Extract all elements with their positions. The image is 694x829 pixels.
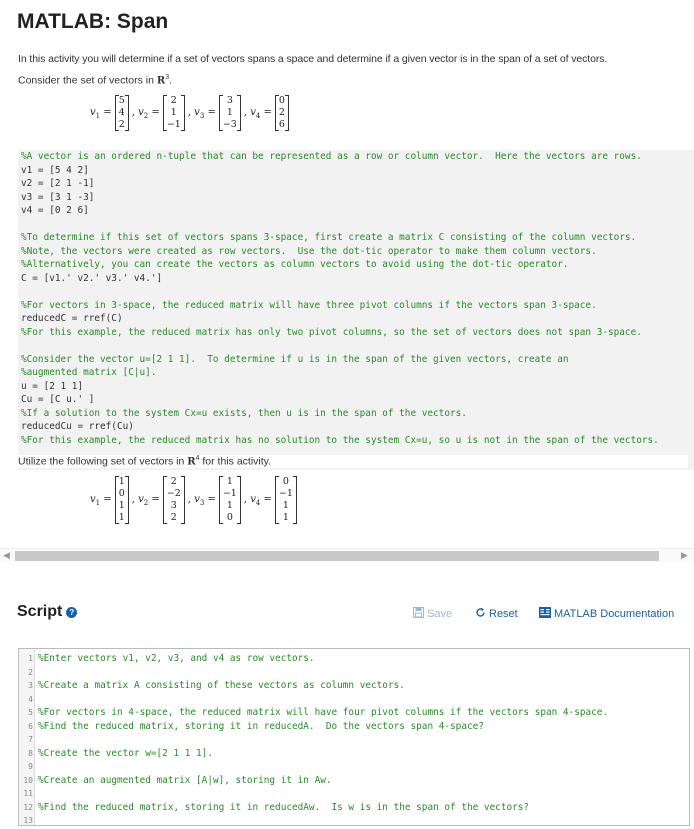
code-line: reducedCu = rref(Cu) (21, 421, 134, 432)
line-number: 12 (23, 802, 33, 812)
vector-entry: 1 (226, 107, 233, 118)
line-number: 3 (28, 681, 33, 690)
code-line: %If a solution to the system Cx=u exists, then u is in the span of the vectors. (21, 407, 467, 419)
vector-entry: 1 (226, 476, 233, 487)
equals-sign: = (260, 106, 272, 118)
vector-name: , v (243, 493, 256, 505)
save-button[interactable] (413, 607, 452, 621)
equals-sign: = (260, 493, 272, 505)
editor-line-text: %Create the vector w=[2 1 1 1]. (38, 747, 213, 759)
vector-name: , v (187, 106, 200, 118)
save-label: Save (427, 608, 453, 620)
column-vector (115, 95, 129, 131)
vector-entry: 1 (118, 512, 125, 523)
code-line: v2 = [2 1 -1] (21, 178, 95, 189)
vector-name: v (90, 106, 96, 118)
vector-entry: 2 (170, 476, 177, 487)
save-icon (413, 607, 424, 621)
consider-text (18, 74, 172, 87)
script-title: Script (17, 603, 63, 620)
vector-label (188, 494, 216, 507)
page-title: MATLAB: Span (17, 10, 169, 33)
editor-line-text: %Find the reduced matrix, storing it in reducedAw. Is w is in the span of the vectors? (38, 801, 530, 813)
reset-icon (475, 607, 486, 621)
editor-line-text: %For vectors in 4-space, the reduced matrix will have four pivot columns if the vectors span 4-space. (38, 707, 609, 718)
equals-sign: = (204, 493, 216, 505)
column-vector (219, 476, 241, 524)
matlab-documentation-link[interactable] (539, 607, 674, 621)
column-vector (163, 476, 185, 524)
equals-sign: = (204, 106, 216, 118)
vector-entry: 5 (118, 95, 125, 106)
scrollbar-thumb[interactable] (15, 551, 659, 561)
vector-entry: 2 (170, 95, 177, 106)
vector-label (188, 107, 216, 120)
horizontal-scrollbar[interactable] (0, 548, 694, 562)
vector-label (132, 494, 160, 507)
code-line: C = [v1.' v2.' v3.' v4.'] (21, 272, 163, 284)
line-number: 1 (28, 654, 33, 663)
editor-line-text: %Create an augmented matrix [A|w], storing it in Aw. (38, 774, 332, 786)
utilize-space: R (187, 456, 196, 468)
reset-button[interactable] (475, 607, 518, 621)
example-code (18, 150, 694, 447)
vector-subscript: 2 (143, 498, 149, 507)
vector-entry: 3 (170, 500, 177, 511)
vector-name: , v (243, 106, 256, 118)
documentation-icon (539, 607, 551, 621)
code-line: %For this example, the reduced matrix has no solution to the system Cx=u, so u is not in the span of the vectors. (21, 434, 659, 446)
vector-entry: 1 (282, 500, 289, 511)
code-line: %Note, the vectors were created as row vectors. Use the dot-tic operator to make them column vectors. (21, 245, 597, 257)
vector-subscript: 2 (143, 111, 149, 120)
line-number: 10 (23, 775, 33, 785)
vector-entry: 6 (278, 119, 285, 130)
consider-prefix: Consider the set of vectors in (18, 74, 157, 87)
vector-subscript: 4 (255, 111, 261, 120)
line-number: 6 (28, 721, 33, 731)
code-line: %augmented matrix [C|u]. (21, 367, 157, 378)
code-line: u = [2 1 1] (21, 380, 84, 392)
code-line: %Consider the vector u=[2 1 1]. To determine if u is in the span of the given vectors, create an (21, 353, 569, 365)
vector-subscript: 3 (199, 111, 205, 120)
column-vector (163, 95, 185, 131)
vector-name: , v (131, 493, 144, 505)
code-line: v1 = [5 4 2] (21, 164, 89, 176)
utilize-text (18, 455, 688, 468)
vector-entry: 1 (170, 107, 177, 118)
code-line: Cu = [C u.' ] (21, 394, 95, 405)
vector-entry: 4 (118, 107, 125, 118)
vector-entry: 1 (226, 500, 233, 511)
script-heading (17, 603, 77, 621)
vector-entry: 2 (118, 119, 125, 130)
code-line: v3 = [3 1 -3] (21, 191, 95, 203)
vector-label (90, 494, 112, 507)
vector-entry: −1 (278, 488, 293, 499)
consider-exp: 3 (165, 74, 170, 81)
scroll-right-icon[interactable]: ▶ (681, 550, 688, 560)
vector-subscript: 3 (199, 498, 205, 507)
line-number: 5 (28, 708, 33, 717)
script-editor[interactable] (18, 648, 690, 826)
utilize-exp: 4 (195, 455, 200, 462)
vector-name: v (90, 493, 96, 505)
code-line: v4 = [0 2 6] (21, 205, 89, 216)
editor-line-text: %Find the reduced matrix, storing it in reducedA. Do the vectors span 4-space? (38, 720, 484, 732)
utilize-prefix: Utilize the following set of vectors in (18, 455, 188, 468)
vector-label (132, 107, 160, 120)
equals-sign: = (100, 106, 112, 118)
vector-entry: 3 (226, 95, 233, 106)
scroll-left-icon[interactable]: ◀ (3, 550, 10, 560)
code-line: %For this example, the reduced matrix has only two pivot columns, so the set of vectors does not span 3-space. (21, 326, 642, 338)
vector-label (90, 107, 112, 120)
vector-entry: 1 (118, 476, 125, 487)
column-vector (115, 476, 129, 524)
vector-subscript: 1 (95, 111, 101, 120)
column-vector (275, 95, 289, 131)
code-line: reducedC = rref(C) (21, 313, 123, 324)
line-number: 8 (28, 748, 33, 758)
vector-entry: 0 (226, 512, 233, 523)
vector-subscript: 1 (95, 498, 101, 507)
editor-line-text: %Enter vectors v1, v2, v3, and v4 as row vectors. (38, 653, 315, 664)
vector-set-r4 (88, 476, 298, 524)
line-number: 7 (28, 735, 33, 744)
vector-name: , v (131, 106, 144, 118)
help-icon[interactable]: ? (66, 607, 77, 618)
equals-sign: = (148, 493, 160, 505)
line-number: 2 (28, 667, 33, 677)
reset-label: Reset (489, 608, 518, 620)
vector-entry: 2 (278, 107, 285, 118)
consider-suffix: . (169, 74, 173, 87)
vector-entry: 0 (278, 95, 285, 106)
vector-label (244, 494, 272, 507)
vector-entry: −1 (222, 488, 237, 499)
vector-entry: 2 (170, 512, 177, 523)
line-number: 9 (28, 762, 33, 771)
vector-entry: 0 (282, 476, 289, 487)
vector-set-r3 (88, 95, 290, 131)
column-vector (275, 476, 297, 524)
vector-entry: 1 (282, 512, 289, 523)
code-line: %To determine if this set of vectors spans 3-space, first create a matrix C consisting of the column vectors. (21, 232, 637, 243)
line-number: 11 (23, 789, 33, 798)
code-line: %For vectors in 3-space, the reduced matrix will have three pivot columns if the vectors span 3-space. (21, 299, 597, 311)
code-line: %Alternatively, you can create the vectors as column vectors to avoid using the dot-tic operator. (21, 259, 569, 270)
vector-entry: −2 (166, 488, 181, 499)
column-vector (219, 95, 241, 131)
equals-sign: = (100, 493, 112, 505)
documentation-label: MATLAB Documentation (554, 608, 675, 620)
vector-label (244, 107, 272, 120)
consider-space: R (156, 75, 166, 87)
code-line: %A vector is an ordered n-tuple that can be represented as a row or column vector. Here the vectors are rows. (21, 151, 642, 162)
vector-entry: −1 (166, 119, 181, 130)
editor-line-text: %Create a matrix A consisting of these vectors as column vectors. (38, 680, 405, 691)
utilize-suffix: for this activity. (199, 455, 272, 468)
vector-entry: 1 (118, 500, 125, 511)
vector-name: , v (187, 493, 200, 505)
line-number: 4 (28, 694, 33, 704)
line-number: 13 (23, 816, 33, 825)
intro-text: In this activity you will determine if a set of vectors spans a space and determine if a given vector is in the span of a set of vectors. (18, 53, 608, 65)
equals-sign: = (148, 106, 160, 118)
vector-entry: 0 (118, 488, 125, 499)
vector-subscript: 4 (255, 498, 261, 507)
vector-entry: −3 (222, 119, 237, 130)
